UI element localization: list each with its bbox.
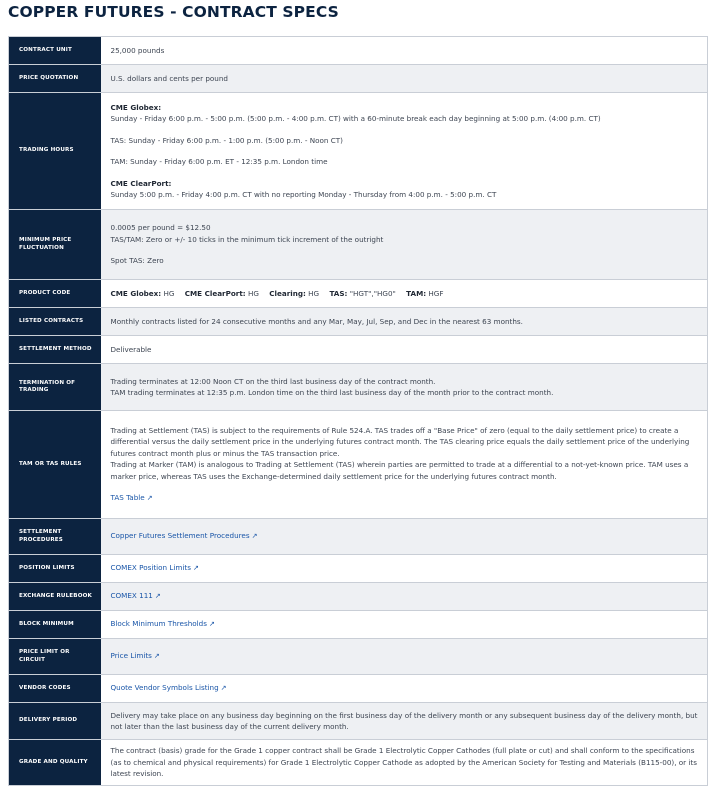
product-code-clearing: Clearing: HG: [269, 288, 320, 298]
value-listed-contracts: Monthly contracts listed for 24 consecutive months and any Mar, May, Jul, Sep, and Dec in the nearest 63 months.: [101, 308, 708, 336]
label-exchange-rulebook: EXCHANGE RULEBOOK: [9, 583, 101, 611]
value-exchange-rulebook: [101, 583, 708, 611]
fluctuation-line-1: 0.0005 per pound = $12.50: [110, 223, 211, 233]
label-trading-hours: TRADING HOURS: [9, 93, 101, 210]
page-title: COPPER FUTURES - CONTRACT SPECS: [8, 3, 339, 21]
vendor-symbols-link[interactable]: Quote Vendor Symbols Listing ↗: [111, 683, 227, 692]
label-settlement-procedures: SETTLEMENT PROCEDURES: [9, 519, 101, 555]
label-vendor-codes: VENDOR CODES: [9, 675, 101, 703]
clearport-hours: Sunday 5:00 p.m. - Friday 4:00 p.m. CT with no reporting Monday - Thursday from 4:00 p.m. - 5:00 p.m. CT: [110, 190, 497, 199]
fluctuation-line-3: Spot TAS: Zero: [110, 256, 164, 266]
tas-table-link[interactable]: TAS Table ↗: [111, 493, 153, 502]
tam-rules-paragraph: Trading at Marker (TAM) is analogous to Trading at Settlement (TAS) wherein parties are permitted to trade at a differential to a not-yet-known price. TAM uses a marker price, whereas TAS uses the Exchange-determined daily settlement price for the underlying futures contract month.: [110, 460, 689, 481]
row-settlement-method: [9, 336, 708, 364]
block-minimum-link[interactable]: Block Minimum Thresholds ↗: [111, 619, 215, 628]
globex-heading: CME Globex:: [110, 102, 162, 112]
value-settlement-method: Deliverable: [101, 336, 708, 364]
exchange-rulebook-link[interactable]: COMEX 111 ↗: [111, 591, 161, 600]
label-termination: TERMINATION OF TRADING: [9, 364, 101, 411]
value-price-quotation: U.S. dollars and cents per pound: [101, 65, 708, 93]
row-min-fluctuation: [9, 210, 708, 280]
globex-hours: Sunday - Friday 6:00 p.m. - 5:00 p.m. (5:00 p.m. - 4:00 p.m. CT) with a 60-minute break each day beginning at 5:00 p.m. (4:00 p.m. CT): [110, 114, 601, 123]
row-exchange-rulebook: [9, 583, 708, 611]
arrow-up-right-icon: ↗: [146, 494, 153, 502]
price-limits-link[interactable]: Price Limits ↗: [111, 651, 160, 660]
tam-hours: TAM: Sunday - Friday 6:00 p.m. ET - 12:35 p.m. London time: [110, 157, 328, 166]
product-code-tam: TAM: HGF: [406, 288, 444, 298]
row-price-quotation: [9, 65, 708, 93]
termination-line-2: TAM trading terminates at 12:35 p.m. London time on the third last business day of the month prior to the contract month.: [110, 388, 554, 397]
row-block-minimum: [9, 611, 708, 639]
value-product-code: [101, 280, 708, 308]
value-tam-tas-rules: [101, 411, 708, 519]
row-termination: [9, 364, 708, 411]
label-delivery-period: DELIVERY PERIOD: [9, 703, 101, 740]
row-product-code: [9, 280, 708, 308]
row-price-limit: [9, 639, 708, 675]
value-delivery-period: Delivery may take place on any business day beginning on the first business day of the delivery month or any subsequent business day of the delivery month, but not later than the last business day of the current delivery month.: [101, 703, 708, 740]
label-block-minimum: BLOCK MINIMUM: [9, 611, 101, 639]
fluctuation-line-2: TAS/TAM: Zero or +/- 10 ticks in the minimum tick increment of the outright: [110, 234, 384, 244]
arrow-up-right-icon: ↗: [251, 532, 258, 541]
label-contract-unit: CONTRACT UNIT: [9, 37, 101, 65]
tas-hours: TAS: Sunday - Friday 6:00 p.m. - 1:00 p.m. (5:00 p.m. - Noon CT): [110, 135, 343, 145]
label-settlement-method: SETTLEMENT METHOD: [9, 336, 101, 364]
termination-line-1: Trading terminates at 12:00 Noon CT on the third last business day of the contract month.: [110, 376, 436, 386]
label-min-fluctuation: MINIMUM PRICE FLUCTUATION: [9, 210, 101, 280]
value-contract-unit: 25,000 pounds: [101, 37, 708, 65]
value-price-limit: [101, 639, 708, 675]
value-settlement-procedures: [101, 519, 708, 555]
row-trading-hours: [9, 93, 708, 210]
row-position-limits: [9, 555, 708, 583]
label-price-limit: PRICE LIMIT OR CIRCUIT: [9, 639, 101, 675]
position-limits-link[interactable]: COMEX Position Limits ↗: [111, 563, 199, 572]
value-grade-quality: The contract (basis) grade for the Grade 1 copper contract shall be Grade 1 Electrolytic Copper Cathodes (full plate or cut) and shall conform to the specifications (as to chemical and physical requirements) for Grade 1 Electrolytic Copper Cathode as adopted by the American Society for Testing and Materials (B115-00), or its latest revision.: [101, 740, 708, 786]
settlement-procedures-link[interactable]: Copper Futures Settlement Procedures ↗: [111, 531, 258, 540]
label-price-quotation: PRICE QUOTATION: [9, 65, 101, 93]
label-product-code: PRODUCT CODE: [9, 280, 101, 308]
value-min-fluctuation: [101, 210, 708, 280]
row-delivery-period: [9, 703, 708, 740]
arrow-up-right-icon: ↗: [154, 592, 161, 601]
label-grade-quality: GRADE AND QUALITY: [9, 740, 101, 786]
arrow-up-right-icon: ↗: [153, 652, 160, 661]
contract-specs-table: [8, 36, 708, 786]
label-tam-tas-rules: TAM OR TAS RULES: [9, 411, 101, 519]
arrow-up-right-icon: ↗: [208, 620, 215, 629]
value-termination: [101, 364, 708, 411]
arrow-up-right-icon: ↗: [220, 684, 227, 693]
product-code-globex: CME Globex: HG: [110, 288, 175, 298]
row-contract-unit: [9, 37, 708, 65]
value-vendor-codes: [101, 675, 708, 703]
tas-rules-paragraph: Trading at Settlement (TAS) is subject to the requirements of Rule 524.A. TAS trades off a "Base Price" of zero (equal to the daily settlement price) to create a differential versus the daily settlement price in the underlying futures contract month. The TAS clearing price equals the daily settlement price of the underlying futures contract month plus or minus the TAS transaction price.: [110, 425, 690, 458]
label-position-limits: POSITION LIMITS: [9, 555, 101, 583]
label-listed-contracts: LISTED CONTRACTS: [9, 308, 101, 336]
row-vendor-codes: [9, 675, 708, 703]
product-code-clearport: CME ClearPort: HG: [184, 288, 259, 298]
product-code-tas: TAS: "HGT","HG0": [329, 288, 396, 298]
row-tam-tas-rules: [9, 411, 708, 519]
row-grade-quality: [9, 740, 708, 786]
row-listed-contracts: [9, 308, 708, 336]
clearport-heading: CME ClearPort:: [110, 178, 172, 188]
value-block-minimum: [101, 611, 708, 639]
row-settlement-procedures: [9, 519, 708, 555]
value-position-limits: [101, 555, 708, 583]
arrow-up-right-icon: ↗: [192, 564, 199, 573]
value-trading-hours: [101, 93, 708, 210]
